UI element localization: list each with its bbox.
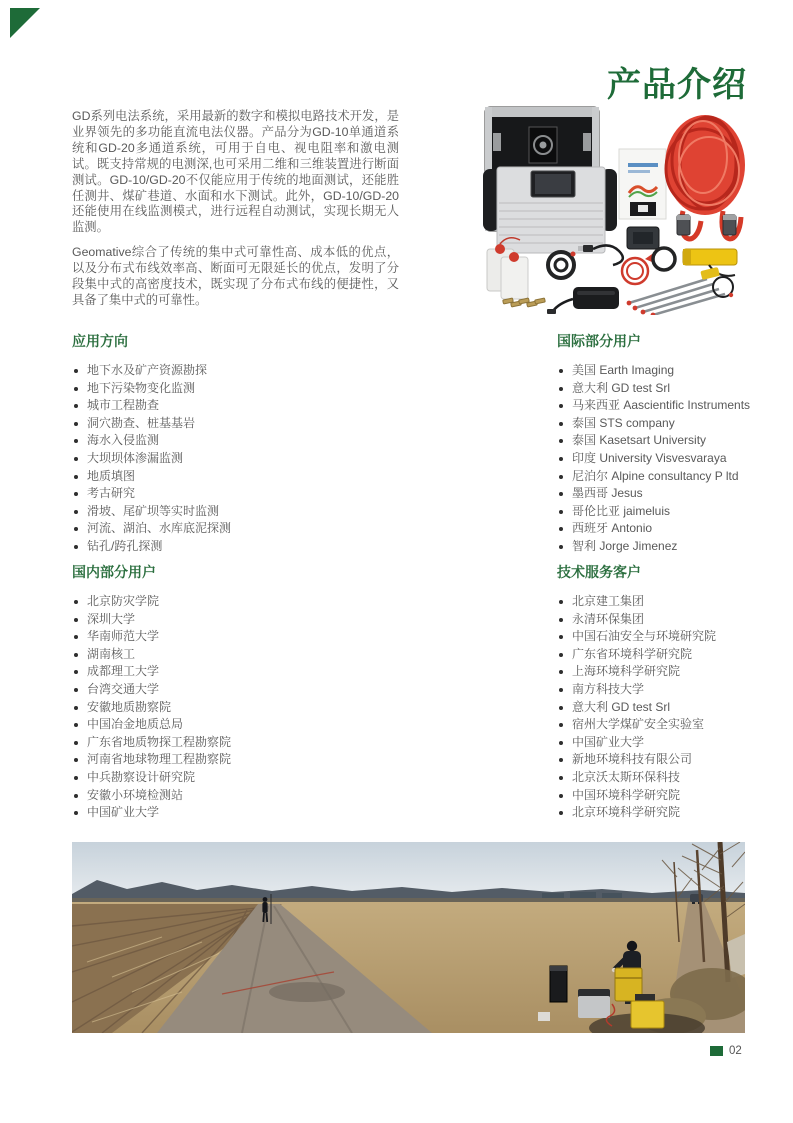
list-item-label: 地质填图 <box>87 468 136 483</box>
bullet-icon <box>559 404 563 408</box>
field-survey-photo <box>72 842 745 1033</box>
list-item-label: 尼泊尔 Alpine consultancy P ltd <box>572 468 739 483</box>
list-item <box>72 663 417 681</box>
list-item-label: 台湾交通大学 <box>87 681 160 696</box>
list-item-label: 泰国 Kasetsart University <box>572 433 707 448</box>
list-item-label: 成都理工大学 <box>87 664 160 679</box>
list-item <box>557 520 793 538</box>
list-item <box>557 415 793 433</box>
list-item-label: 南方科技大学 <box>572 681 645 696</box>
list-item <box>72 734 417 752</box>
bullet-icon <box>559 741 563 745</box>
bullet-icon <box>74 706 78 710</box>
list-item-label: 海水入侵监测 <box>87 433 160 448</box>
bullet-icon <box>74 688 78 692</box>
bullet-icon <box>74 741 78 745</box>
bullet-icon <box>74 600 78 604</box>
list-item <box>557 628 793 646</box>
applications-list <box>72 362 417 556</box>
list-item <box>72 611 417 629</box>
list-item <box>557 380 793 398</box>
bullet-icon <box>74 404 78 408</box>
list-item-label: 宿州大学煤矿安全实验室 <box>572 717 705 732</box>
service-clients-list <box>557 593 793 822</box>
bullet-icon <box>74 457 78 461</box>
bullet-icon <box>74 545 78 549</box>
page-footer <box>710 1045 742 1057</box>
list-item-label: 上海环境科学研究院 <box>572 664 681 679</box>
corner-accent-triangle <box>10 8 40 38</box>
intro-paragraph-1: GD系列电法系统，采用最新的数字和模拟电路技术开发，是业界领先的多功能直流电法仪器。产品分为GD-10单通道系统和GD-20多通道系统，可用于自电、视电阻率和激电测试。既支持常规的电测深,也可采用二维和三维装置进行断面测试。GD-10/GD-20不仅能应用于传统的地面测试，还能胜任测井、煤矿巷道、水面和水下测试。此外，GD-10/GD-20还能使用在线监测模式，进行远程自动测试，实现长期无人监测。 <box>72 109 399 235</box>
bullet-icon <box>74 776 78 780</box>
list-item <box>557 646 793 664</box>
list-item-label: 洞穴勘查、桩基基岩 <box>87 415 196 430</box>
bullet-icon <box>74 723 78 727</box>
bullet-icon <box>559 794 563 798</box>
bullet-icon <box>74 653 78 657</box>
bullet-icon <box>74 510 78 514</box>
bullet-icon <box>559 600 563 604</box>
list-item <box>72 751 417 769</box>
list-item-label: 地下污染物变化监测 <box>87 380 196 395</box>
list-item <box>557 593 793 611</box>
bullet-icon <box>74 369 78 373</box>
bullet-icon <box>559 706 563 710</box>
list-item <box>557 611 793 629</box>
list-item <box>72 681 417 699</box>
bullet-icon <box>559 475 563 479</box>
section-international-users <box>557 331 793 556</box>
list-item <box>72 593 417 611</box>
list-item <box>557 681 793 699</box>
page-number: 02 <box>729 1045 742 1057</box>
list-item-label: 湖南核工 <box>87 646 136 661</box>
list-item-label: 安徽小环境检测站 <box>87 787 184 802</box>
list-item-label: 广东省地质物探工程勘察院 <box>87 734 232 749</box>
bullet-icon <box>74 794 78 798</box>
list-item-label: 河流、湖泊、水库底泥探测 <box>87 521 232 536</box>
list-item <box>557 538 793 556</box>
power-adapter <box>547 287 619 314</box>
bullet-icon <box>74 527 78 531</box>
list-item-label: 美国 Earth Imaging <box>572 363 675 377</box>
list-item-label: 马来西亚 Aascientific Instruments <box>572 398 751 413</box>
bullet-icon <box>559 811 563 815</box>
list-item <box>72 716 417 734</box>
list-item-label: 深圳大学 <box>87 611 136 626</box>
list-item-label: 大坝坝体渗漏监测 <box>87 450 184 465</box>
bullet-icon <box>559 670 563 674</box>
bullet-icon <box>74 422 78 426</box>
list-item <box>557 716 793 734</box>
section-heading: 应用方向 <box>72 333 128 349</box>
list-item-label: 新地环境科技有限公司 <box>572 752 693 767</box>
list-item-label: 意大利 GD test Srl <box>572 699 671 714</box>
bullet-icon <box>74 439 78 443</box>
bullet-icon <box>559 369 563 373</box>
bullet-icon <box>559 618 563 622</box>
list-item-label: 河南省地球物理工程勘察院 <box>87 752 232 767</box>
list-item <box>72 769 417 787</box>
bullet-icon <box>559 439 563 443</box>
list-item-label: 钻孔/跨孔探测 <box>87 538 163 553</box>
list-item <box>557 769 793 787</box>
list-item-label: 华南师范大学 <box>87 629 160 644</box>
list-item <box>72 628 417 646</box>
list-item <box>557 699 793 717</box>
list-item-label: 广东省环境科学研究院 <box>572 646 693 661</box>
list-item-label: 永清环保集团 <box>572 611 645 626</box>
list-item-label: 中国冶金地质总局 <box>87 717 184 732</box>
bullet-icon <box>559 758 563 762</box>
bullet-icon <box>559 545 563 549</box>
bullet-icon <box>74 758 78 762</box>
intro-paragraph-2: Geomative综合了传统的集中式可靠性高、成本低的优点，以及分布式布线效率高、断面可无限延长的优点，发明了分段集中式的高密度技术，既实现了分布式布线的便捷性，又具备了集中式的可靠性。 <box>72 245 399 307</box>
bullet-icon <box>559 510 563 514</box>
list-item-label: 哥伦比亚 jaimeluis <box>572 503 671 518</box>
list-item-label: 城市工程勘查 <box>87 398 160 413</box>
page-title: 产品介绍 <box>607 66 747 104</box>
bullet-icon <box>74 670 78 674</box>
bullet-icon <box>74 492 78 496</box>
list-item-label: 泰国 STS company <box>572 415 675 430</box>
section-service-clients <box>557 562 793 822</box>
bullet-icon <box>559 776 563 780</box>
product-kit-photo <box>477 103 749 315</box>
bullet-icon <box>74 475 78 479</box>
list-item <box>557 468 793 486</box>
list-item-label: 北京沃太斯环保科技 <box>572 769 681 784</box>
list-item <box>557 503 793 521</box>
list-item <box>557 734 793 752</box>
list-item-label: 中国矿业大学 <box>87 805 160 820</box>
manual-box <box>619 149 666 249</box>
list-item-label: 印度 University Visvesvaraya <box>572 450 727 465</box>
international-users-list <box>557 362 793 556</box>
list-item-label: 意大利 GD test Srl <box>572 380 671 395</box>
bullet-icon <box>559 457 563 461</box>
list-item <box>557 751 793 769</box>
list-item <box>72 450 417 468</box>
list-item <box>72 432 417 450</box>
list-item-label: 地下水及矿产资源勘探 <box>87 363 208 377</box>
page-marker-icon <box>710 1046 723 1056</box>
list-item-label: 北京建工集团 <box>572 594 645 608</box>
section-applications <box>72 331 417 556</box>
list-item <box>72 503 417 521</box>
list-item <box>72 538 417 556</box>
section-domestic-users <box>72 562 417 822</box>
bullet-icon <box>74 635 78 639</box>
red-cable-coil <box>665 115 745 239</box>
list-item <box>557 804 793 822</box>
bullet-icon <box>559 422 563 426</box>
section-heading: 国际部分用户 <box>557 333 641 349</box>
list-item <box>72 646 417 664</box>
list-item <box>557 787 793 805</box>
black-cable-coil <box>548 252 576 279</box>
domestic-users-list <box>72 593 417 822</box>
list-item-label: 考古研究 <box>87 486 136 501</box>
red-test-lead <box>622 252 655 284</box>
bullet-icon <box>559 635 563 639</box>
section-heading: 国内部分用户 <box>72 564 156 580</box>
wet-patch <box>269 982 345 1002</box>
section-heading: 技术服务客户 <box>557 564 641 580</box>
list-item-label: 智利 Jorge Jimenez <box>572 538 678 553</box>
bullet-icon <box>559 653 563 657</box>
list-item <box>72 397 417 415</box>
list-item <box>72 787 417 805</box>
list-item <box>72 468 417 486</box>
list-item-label: 中国石油安全与环境研究院 <box>572 629 717 644</box>
list-item <box>72 362 417 380</box>
bullet-icon <box>559 492 563 496</box>
list-item <box>557 397 793 415</box>
list-item <box>72 380 417 398</box>
list-item <box>72 485 417 503</box>
list-item <box>557 362 793 380</box>
list-item <box>557 485 793 503</box>
list-item-label: 中国环境科学研究院 <box>572 787 681 802</box>
list-item-label: 中兵勘察设计研究院 <box>87 769 196 784</box>
list-item <box>557 432 793 450</box>
bullet-icon <box>559 688 563 692</box>
list-item-label: 北京环境科学研究院 <box>572 805 681 820</box>
list-item-label: 滑坡、尾矿坝等实时监测 <box>87 503 220 518</box>
bullet-icon <box>559 527 563 531</box>
connector-pins <box>503 298 546 307</box>
list-item <box>557 663 793 681</box>
list-item-label: 西班牙 Antonio <box>572 521 653 536</box>
list-item <box>72 520 417 538</box>
bullet-icon <box>559 387 563 391</box>
list-item <box>72 804 417 822</box>
list-item <box>557 450 793 468</box>
list-item <box>72 415 417 433</box>
list-item-label: 安徽地质勘察院 <box>87 699 172 714</box>
bullet-icon <box>74 811 78 815</box>
bullet-icon <box>74 387 78 391</box>
dark-cable-loop <box>653 248 675 270</box>
list-item-label: 北京防灾学院 <box>87 594 160 608</box>
list-item <box>72 699 417 717</box>
bullet-icon <box>559 723 563 727</box>
list-item-label: 墨西哥 Jesus <box>572 486 643 501</box>
bullet-icon <box>74 618 78 622</box>
intro-text <box>72 109 399 318</box>
list-item-label: 中国矿业大学 <box>572 734 645 749</box>
steel-stakes <box>629 279 725 315</box>
